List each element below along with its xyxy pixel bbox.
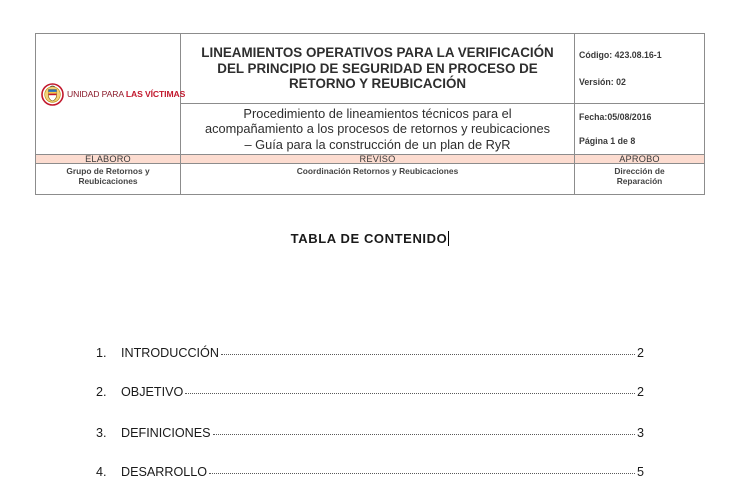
toc-heading-text: TABLA DE CONTENIDO bbox=[290, 231, 448, 246]
reviso-label: REVISO bbox=[181, 155, 575, 164]
text-cursor bbox=[448, 231, 449, 246]
toc-entry-page: 2 bbox=[636, 385, 644, 399]
toc-entry[interactable] bbox=[96, 346, 644, 360]
toc-entry-number: 4. bbox=[96, 465, 107, 479]
logo-cell bbox=[36, 34, 186, 155]
version-text: Versión: 02 bbox=[579, 77, 626, 87]
toc-entry-number: 2. bbox=[96, 385, 107, 399]
elaboro-label: ELABORO bbox=[36, 155, 181, 164]
pagina-text: Página 1 de 8 bbox=[579, 136, 636, 146]
toc-entry-page: 3 bbox=[636, 426, 644, 440]
codigo-text: Código: 423.08.16-1 bbox=[579, 50, 662, 60]
title-line: DEL PRINCIPIO DE SEGURIDAD EN PROCESO DE bbox=[217, 60, 538, 76]
toc-entry[interactable] bbox=[96, 426, 644, 440]
document-subtitle bbox=[181, 104, 575, 155]
toc-entry-label[interactable]: DEFINICIONES bbox=[121, 426, 211, 440]
aprobo-value-line: Dirección de bbox=[614, 166, 665, 176]
toc-leader-dots bbox=[209, 473, 635, 474]
subtitle-line: acompañamiento a los procesos de retornos y reubicaciones bbox=[205, 121, 550, 137]
title-line: RETORNO Y REUBICACIÓN bbox=[288, 76, 467, 92]
toc-entry-number: 1. bbox=[96, 346, 107, 360]
aprobo-value bbox=[575, 164, 705, 195]
toc-leader-dots bbox=[221, 354, 635, 355]
elaboro-value-line: Grupo de Retornos y bbox=[66, 166, 150, 176]
toc-entry-label[interactable]: DESARROLLO bbox=[121, 465, 208, 479]
subtitle-line: Procedimiento de lineamientos técnicos para el bbox=[243, 105, 512, 121]
coat-of-arms-icon bbox=[41, 83, 64, 106]
meta-top-cell bbox=[575, 34, 705, 104]
logo-wordmark bbox=[67, 90, 185, 99]
unidad-victimas-logo bbox=[36, 34, 186, 154]
logo-text-bold: LAS VÍCTIMAS bbox=[125, 88, 186, 99]
toc-entry-number: 3. bbox=[96, 426, 107, 440]
toc-leader-dots bbox=[213, 434, 635, 435]
toc-entry-label[interactable]: OBJETIVO bbox=[121, 385, 184, 399]
document-title bbox=[181, 34, 575, 104]
document-header-table bbox=[35, 33, 705, 195]
fecha-text: Fecha:05/08/2016 bbox=[579, 112, 652, 122]
elaboro-value bbox=[36, 164, 181, 195]
toc-entry[interactable] bbox=[96, 385, 644, 399]
toc-leader-dots bbox=[185, 393, 635, 394]
elaboro-value-line: Reubicaciones bbox=[78, 176, 138, 186]
signoff-label-row bbox=[36, 155, 705, 164]
subtitle-line: – Guía para la construcción de un plan de RyR bbox=[244, 136, 511, 152]
toc-entry-label[interactable]: INTRODUCCIÓN bbox=[121, 346, 219, 360]
title-line: LINEAMIENTOS OPERATIVOS PARA LA VERIFICACIÓN bbox=[201, 45, 554, 61]
toc-entry-page: 5 bbox=[636, 465, 644, 479]
aprobo-label: APROBO bbox=[575, 155, 705, 164]
logo-text-thin: UNIDAD PARA bbox=[67, 88, 126, 99]
aprobo-value-line: Reparación bbox=[616, 176, 663, 186]
signoff-value-row bbox=[36, 164, 705, 195]
toc-entry-page: 2 bbox=[636, 346, 644, 360]
toc-entry[interactable] bbox=[96, 465, 644, 479]
reviso-value: Coordinación Retornos y Reubicaciones bbox=[181, 164, 575, 195]
toc-heading bbox=[0, 231, 740, 246]
meta-bottom-cell bbox=[575, 104, 705, 155]
